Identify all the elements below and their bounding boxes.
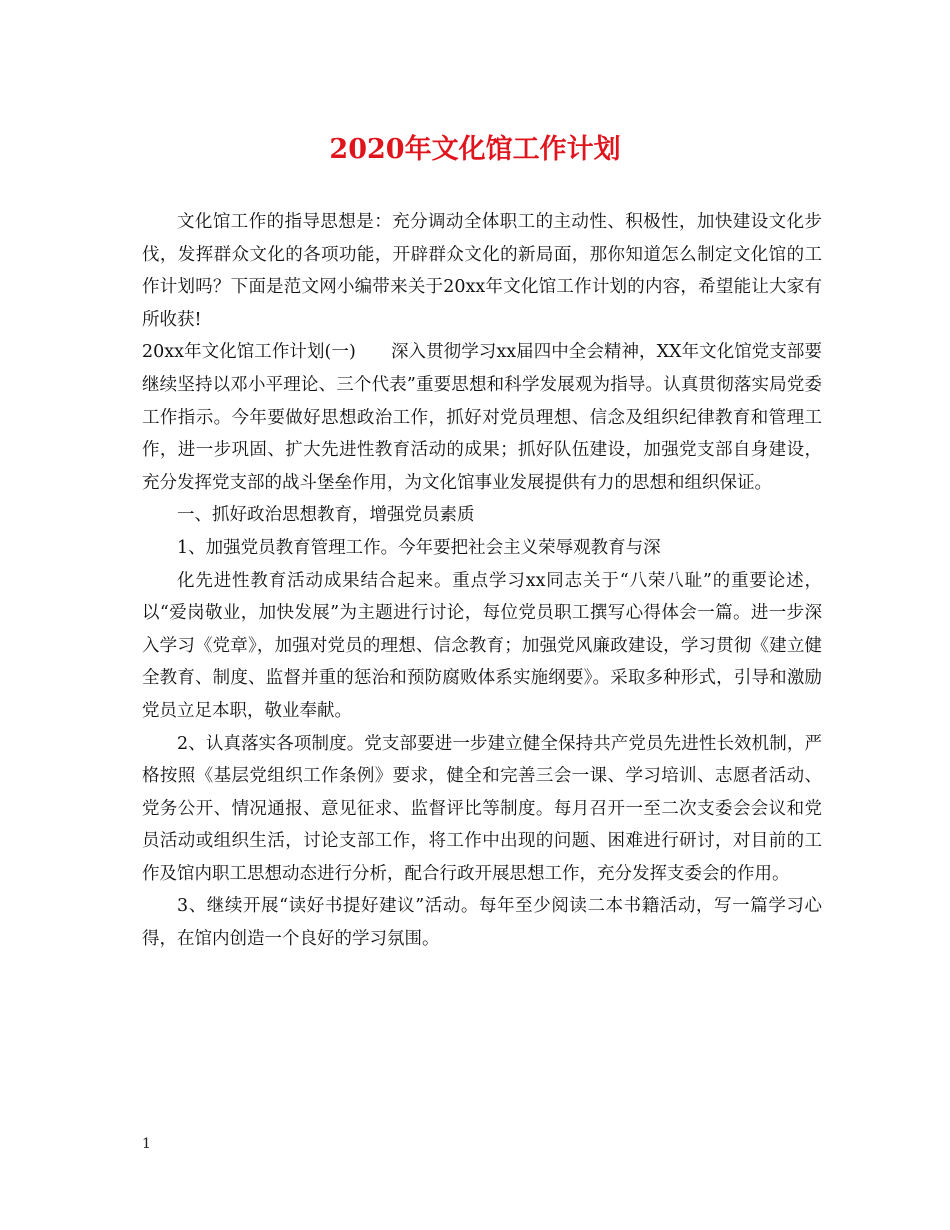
document-body [142, 206, 822, 956]
paragraph: 1、加强党员教育管理工作。今年要把社会主义荣辱观教育与深 [177, 537, 661, 558]
paragraph: 文化馆工作的指导思想是：充分调动全体职工的主动性、积极性，加快建设文化步伐，发挥群众文化的各项功能，开辟群众文化的新局面，那你知道怎么制定文化馆的工作计划吗？下面是范文网小编带来关于20xx年文化馆工作计划的内容，希望能让大家有所收获! [142, 212, 822, 330]
paragraph: 化先进性教育活动成果结合起来。重点学习xx同志关于“八荣八耻”的重要论述，以“爱岗敬业，加快发展”为主题进行讨论，每位党员职工撰写心得体会一篇。进一步深入学习《党章》，加强对党员的理想、信念教育；加强党风廉政建设，学习贯彻《建立健全教育、制度、监督并重的惩治和预防腐败体系实施纲要》。采取多种形式，引导和激励党员立足本职，敬业奉献。 [142, 570, 822, 721]
page-number: 1 [142, 1136, 151, 1152]
paragraph: 一、抓好政治思想教育，增强党员素质 [177, 505, 475, 526]
document-title: 2020年文化馆工作计划 [329, 134, 621, 165]
paragraph: 20xx年文化馆工作计划(一) 深入贯彻学习xx届四中全会精神，XX年文化馆党支部要继续坚持以邓小平理论、三个代表”重要思想和科学发展观为指导。认真贯彻落实局党委工作指示。今年要做好思想政治工作，抓好对党员理想、信念及组织纪律教育和管理工作，进一步巩固、扩大先进性教育活动的成果；抓好队伍建设，加强党支部自身建设，充分发挥党支部的战斗堡垒作用，为文化馆事业发展提供有力的思想和组织保证。 [142, 342, 822, 493]
paragraph: 2、认真落实各项制度。党支部要进一步建立健全保持共产党员先进性长效机制，严格按照《基层党组织工作条例》要求，健全和完善三会一课、学习培训、志愿者活动、党务公开、情况通报、意见征求、监督评比等制度。每月召开一至二次支委会会议和党员活动或组织生活，讨论支部工作，将工作中出现的问题、困难进行研讨，对目前的工作及馆内职工思想动态进行分析，配合行政开展思想工作，充分发挥支委会的作用。 [142, 733, 822, 884]
paragraph: 3、继续开展“读好书提好建议”活动。每年至少阅读二本书籍活动，写一篇学习心得，在馆内创造一个良好的学习氛围。 [142, 896, 822, 950]
